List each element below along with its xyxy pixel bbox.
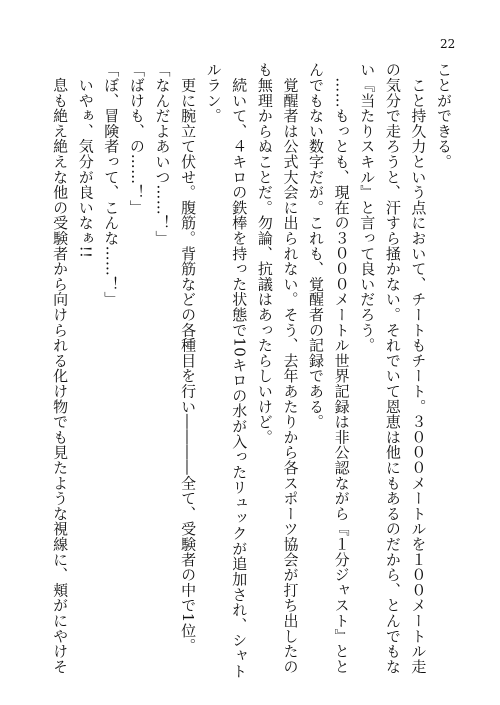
text-line: 息も絶え絶えな他の受験者から向けられる化け物でも見たような視線に、頬がにやけそ (51, 62, 70, 674)
text-line: 覚醒者は公式大会に出られない。そう、去年あたりから各スポーツ協会が打ち出したの (281, 62, 300, 674)
text-line: も無理からぬことだ。勿論、抗議はあったらしいけど。 (255, 62, 274, 445)
body-text (47, 62, 457, 679)
dialogue-line: 「ぼ、冒険者って、こんな……！」 (102, 62, 121, 307)
text-line: の気分で走ろうと、汗すら掻かない。それでいて恩恵は他にもあるのだから、とんでもな (383, 62, 402, 674)
text-line: い『当たりスキル』と言って良いだろう。 (358, 62, 377, 353)
text-line: ことができる。 (435, 62, 453, 170)
dialogue-line: 「なんだよあいつ……！」 (153, 62, 172, 246)
page-number: 22 (440, 37, 456, 51)
dialogue-line: 「ばけも、の……！」 (127, 62, 146, 215)
text-line: んでもない数字だが。これも、覚醒者の記録である。 (307, 62, 326, 430)
text-line: ルラン。 (204, 62, 223, 124)
text-line: 続いて、４キロの鉄棒を持った状態で10キロの水が入ったリュックが追加され、シャト (230, 62, 249, 679)
text-line: ……もっとも、現在の３０００メートル世界記録は非公認ながら『１分ジャスト』とと (332, 62, 351, 674)
text-line: 更に腕立て伏せ。腹筋。背筋などの各種目を行い――――全て、受験者の中で1位。 (179, 62, 198, 654)
text-line: こと持久力という点において、チートもチート。３０００メートルを１００メートル走 (409, 62, 428, 674)
text-line: いやぁ、気分が良いなぁ!! (76, 62, 95, 259)
